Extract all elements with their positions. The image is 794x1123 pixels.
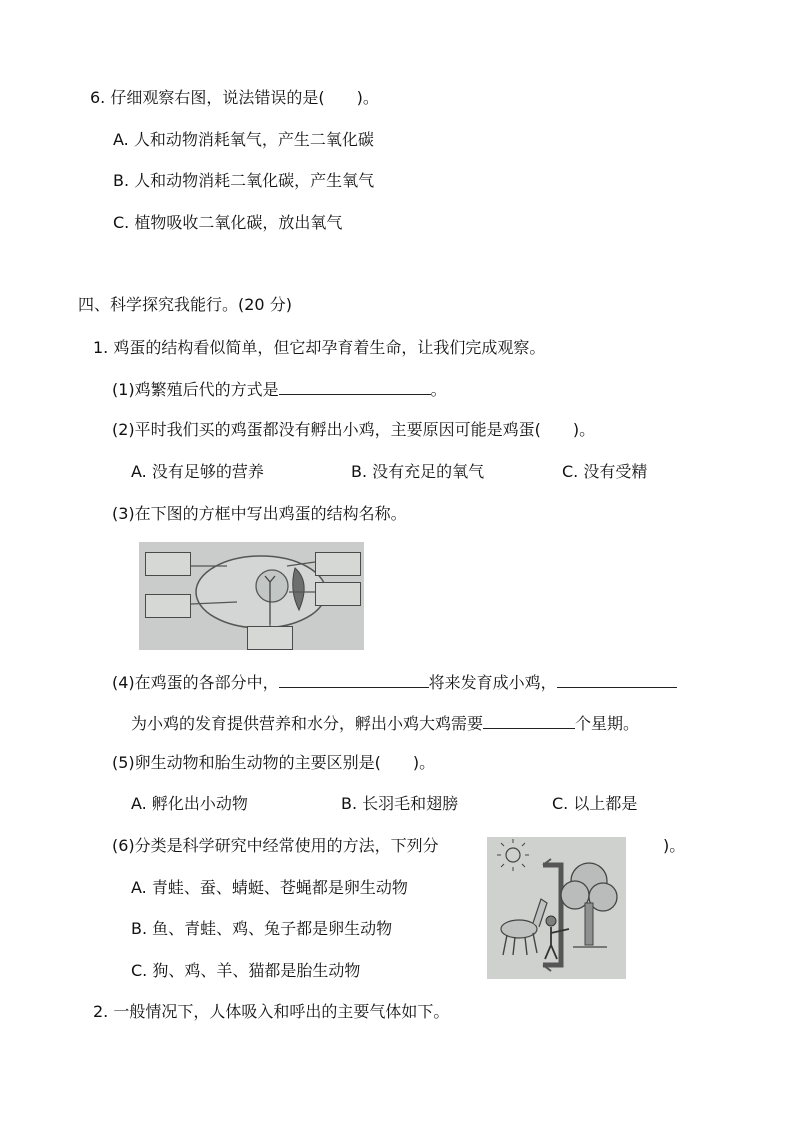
label-box-bottom[interactable] (247, 626, 293, 650)
answer-blank-nutrients[interactable] (557, 671, 677, 688)
answer-blank-reproduction[interactable] (279, 378, 431, 395)
section-4-title: 四、科学探究我能行。(20 分) (78, 295, 292, 314)
part-5-option-c: C. 以上都是 (552, 794, 638, 813)
answer-blank-weeks[interactable] (483, 712, 575, 729)
part-1-suffix: 。 (430, 380, 447, 399)
part-4-text-d: 个星期。 (575, 714, 640, 733)
label-box-top-left[interactable] (145, 552, 191, 576)
question-6-stem: 6. 仔细观察右图，说法错误的是( )。 (90, 88, 379, 107)
question-2-stem: 2. 一般情况下，人体吸入和呼出的主要气体如下。 (93, 1002, 450, 1021)
label-box-bottom-left[interactable] (145, 594, 191, 618)
part-4-text-b: 将来发育成小鸡， (428, 673, 557, 692)
question-6-option-c: C. 植物吸收二氧化碳，放出氧气 (113, 213, 343, 232)
question-1-part-6-tail: )。 (663, 836, 686, 855)
part-1-text: (1)鸡繁殖后代的方式是 (112, 380, 279, 399)
part-4-text-a: (4)在鸡蛋的各部分中， (112, 673, 279, 692)
question-1-part-5: (5)卵生动物和胎生动物的主要区别是( )。 (112, 753, 436, 772)
answer-blank-develops-into-chick[interactable] (279, 671, 429, 688)
part-2-option-a: A. 没有足够的营养 (131, 462, 264, 481)
question-6-option-b: B. 人和动物消耗二氧化碳，产生氧气 (113, 171, 375, 190)
part-4-text-c: 为小鸡的发育提供营养和水分，孵出小鸡大鸡需要 (131, 714, 484, 733)
part-5-option-b: B. 长羽毛和翅膀 (341, 794, 459, 813)
label-box-top-right[interactable] (315, 552, 361, 576)
part-2-option-b: B. 没有充足的氧气 (351, 462, 485, 481)
gas-exchange-figure (487, 837, 626, 979)
part-2-option-c: C. 没有受精 (562, 462, 648, 481)
egg-structure-figure (139, 542, 364, 650)
part-5-option-a: A. 孵化出小动物 (131, 794, 248, 813)
question-1-part-2: (2)平时我们买的鸡蛋都没有孵出小鸡，主要原因可能是鸡蛋( )。 (112, 420, 596, 439)
question-1-part-1 (112, 378, 447, 401)
part-6-option-c: C. 狗、鸡、羊、猫都是胎生动物 (131, 961, 361, 980)
question-1-stem: 1. 鸡蛋的结构看似简单，但它却孕育着生命，让我们完成观察。 (93, 338, 546, 357)
question-1-part-3: (3)在下图的方框中写出鸡蛋的结构名称。 (112, 504, 407, 523)
question-1-part-6-text: (6)分类是科学研究中经常使用的方法，下列分 (112, 836, 439, 855)
question-1-part-4-line-2 (131, 712, 639, 735)
question-1-part-4-line-1 (112, 671, 677, 694)
question-6-option-a: A. 人和动物消耗氧气，产生二氧化碳 (113, 130, 374, 149)
part-6-option-b: B. 鱼、青蛙、鸡、兔子都是卵生动物 (131, 919, 393, 938)
part-6-option-a: A. 青蛙、蚕、蜻蜓、苍蝇都是卵生动物 (131, 878, 408, 897)
label-box-middle-right[interactable] (315, 582, 361, 606)
gas-exchange-illustration (487, 837, 626, 979)
